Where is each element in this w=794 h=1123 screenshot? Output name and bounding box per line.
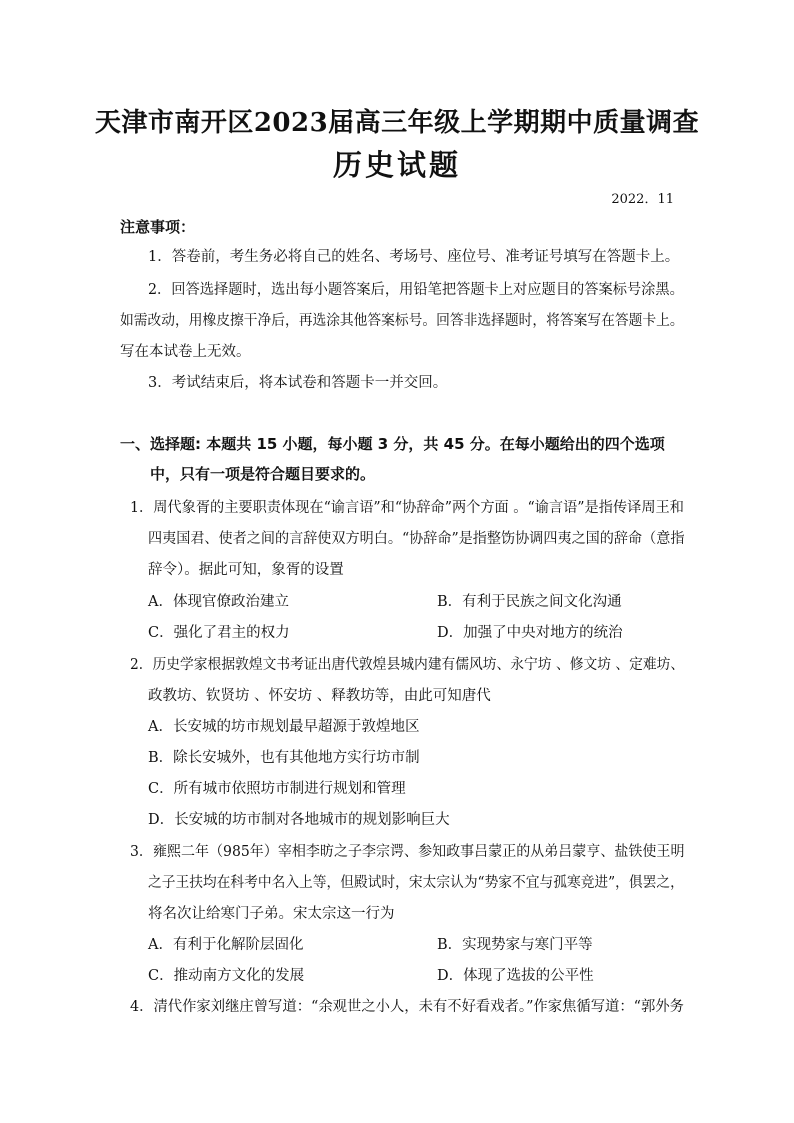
question-2-option-b: B．除长安城外，也有其他地方实行坊市制 xyxy=(148,750,420,766)
notice-heading: 注意事项： xyxy=(120,218,196,236)
question-3-option-b: B．实现势家与寒门平等 xyxy=(437,937,593,953)
question-2-option-d: D．长安城的坊市制对各地城市的规划影响巨大 xyxy=(148,812,450,828)
question-1-option-c: C．强化了君主的权力 xyxy=(148,625,290,641)
question-1-line-3: 辞令）。据此可知，象胥的设置 xyxy=(148,562,344,578)
question-1-option-b: B．有利于民族之间文化沟通 xyxy=(437,594,622,610)
exam-date: 2022．11 xyxy=(611,192,674,207)
question-3-line-1: 3．雍熙二年（985年）宰相李昉之子李宗谔、参知政事吕蒙正的从弟吕蒙亨、盐铁使王明 xyxy=(130,844,685,860)
question-1-line-2: 四夷国君、使者之间的言辞使双方明白。“协辞命”是指整饬协调四夷之国的辞命（意指 xyxy=(148,531,685,547)
question-3-option-d: D．体现了选拔的公平性 xyxy=(437,968,594,984)
exam-title: 天津市南开区2023届高三年级上学期期中质量调查 xyxy=(94,108,700,138)
question-3-line-2: 之子王扶均在科考中名入上等，但殿试时，宋太宗认为“势家不宜与孤寒竞进”，俱罢之， xyxy=(148,875,684,891)
question-4-line-1: 4．清代作家刘继庄曾写道：“余观世之小人，未有不好看戏者。”作家焦循写道：“郭外务 xyxy=(130,999,684,1015)
question-2-line-1: 2．历史学家根据敦煌文书考证出唐代敦煌县城内建有儒风坊、永宁坊 、修文坊 、定难坊、 xyxy=(130,657,685,673)
question-1-option-d: D．加强了中央对地方的统治 xyxy=(437,625,623,641)
question-3-option-a: A．有利于化解阶层固化 xyxy=(148,937,304,953)
question-1-option-a: A．体现官僚政治建立 xyxy=(148,594,289,610)
question-1-line-1: 1．周代象胥的主要职责体现在“谕言语”和“协辞命”两个方面 。“谕言语”是指传译周王和 xyxy=(130,500,684,516)
question-2-line-2: 政教坊、钦贤坊 、怀安坊 、释教坊等，由此可知唐代 xyxy=(148,688,491,704)
question-2-option-c: C．所有城市依照坊市制进行规划和管理 xyxy=(148,781,406,797)
notice-item-1: 1．答卷前，考生务必将自己的姓名、考场号、座位号、准考证号填写在答题卡上。 xyxy=(148,249,680,265)
section-heading-line-1: 一、选择题: 本题共 15 小题，每小题 3 分，共 45 分。在每小题给出的四个选项 xyxy=(120,435,665,453)
notice-item-2-line-1: 2．回答选择题时，选出每小题答案后，用铅笔把答题卡上对应题目的答案标号涂黑。 xyxy=(148,282,684,298)
question-2-option-a: A．长安城的坊市规划最早超源于敦煌地区 xyxy=(148,719,420,735)
notice-item-2-line-2: 如需改动，用橡皮擦干净后，再选涂其他答案标号。回答非选择题时，将答案写在答题卡上。 xyxy=(120,313,684,329)
question-3-line-3: 将名次让给寒门子弟。宋太宗这一行为 xyxy=(148,906,395,922)
question-3-option-c: C．推动南方文化的发展 xyxy=(148,968,305,984)
subject-title: 历史试题 xyxy=(332,148,461,182)
section-heading-line-2: 中，只有一项是符合题目要求的。 xyxy=(150,465,376,483)
notice-item-2-line-3: 写在本试卷上无效。 xyxy=(120,344,251,360)
notice-item-3: 3．考试结束后，将本试卷和答题卡一并交回。 xyxy=(148,375,448,391)
